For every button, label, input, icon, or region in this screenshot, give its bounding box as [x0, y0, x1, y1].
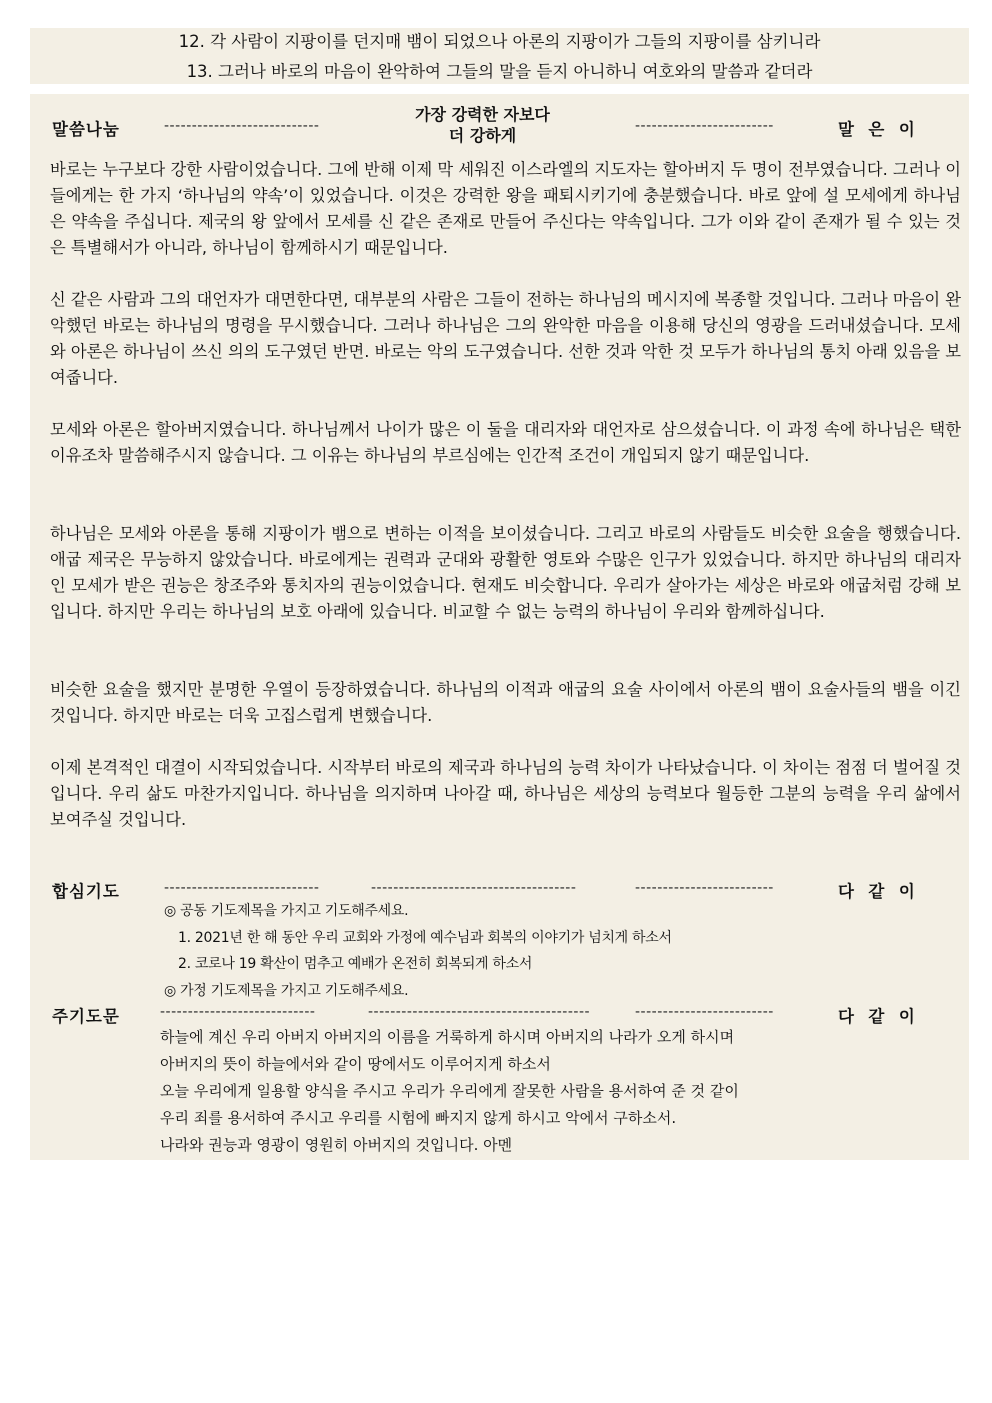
prayer-item-family: ◎ 가정 기도제목을 가지고 기도해주세요. [164, 983, 409, 999]
sermon-paragraph-6: 이제 본격적인 대결이 시작되었습니다. 시작부터 바로의 제국과 하나님의 능력 차이가 나타났습니다. 이 차이는 점점 더 벌어질 것입니다. 우리 삶도 마찬가지입니다. 하나님을 의지하며 나아갈 때, 하나님은 세상의 능력보다 월등한 그분의 능력을 우리 삶에서 보여주실 것입니다. [50, 758, 962, 829]
prayer-leader: 다 같 이 [838, 882, 916, 901]
lords-prayer-line-5: 나라와 권능과 영광이 영원히 아버지의 것입니다. 아멘 [160, 1136, 513, 1154]
prayer-label: 합심기도 [52, 882, 120, 901]
verse-12: 12. 각 사람이 지팡이를 던지매 뱀이 되었으나 아론의 지팡이가 그들의 지팡이를 삼키니라 [178, 32, 821, 51]
sermon-title-line1: 가장 강력한 자보다 [415, 105, 550, 124]
sermon-panel [30, 94, 969, 1160]
header-dashes-right: ------------------------- [635, 118, 774, 134]
header-dashes-left: ---------------------------- [164, 118, 320, 134]
lords-prayer-line-3: 오늘 우리에게 일용할 양식을 주시고 우리가 우리에게 잘못한 사람을 용서하여 준 것 같이 [160, 1082, 739, 1100]
prayer-item-1: 1. 2021년 한 해 동안 우리 교회와 가정에 예수님과 회복의 이야기가 넘치게 하소서 [178, 930, 672, 946]
prayer-dashes-a: ---------------------------- [164, 880, 320, 896]
lords-prayer-line-1: 하늘에 계신 우리 아버지 아버지의 이름을 거룩하게 하시며 아버지의 나라가 오게 하시며 [160, 1028, 735, 1046]
lords-prayer-line-4: 우리 죄를 용서하여 주시고 우리를 시험에 빠지지 않게 하시고 악에서 구하소서. [160, 1109, 677, 1127]
prayer-dashes-b: ------------------------------------- [371, 880, 577, 896]
sermon-label: 말씀나눔 [52, 120, 120, 139]
prayer-item-common: ◎ 공동 기도제목을 가지고 기도해주세요. [164, 903, 409, 919]
lords-prayer-line-2: 아버지의 뜻이 하늘에서와 같이 땅에서도 이루어지게 하소서 [160, 1055, 551, 1073]
prayer-dashes-c: ------------------------- [635, 880, 774, 896]
lords-prayer-label: 주기도문 [52, 1007, 120, 1026]
lords-prayer-dashes-b: ---------------------------------------- [368, 1004, 591, 1020]
sermon-paragraph-1: 바로는 누구보다 강한 사람이었습니다. 그에 반해 이제 막 세워진 이스라엘의 지도자는 할아버지 두 명이 전부였습니다. 그러나 이들에게는 한 가지 ‘하나님의 약속’이 있었습니다. 이것은 강력한 왕을 패퇴시키기에 충분했습니다. 바로 앞에 설 모세에게 하나님은 약속을 주십니다. 제국의 왕 앞에서 모세를 신 같은 존재로 만들어 주신다는 약속입니다. 그가 이와 같이 존재가 될 수 있는 것은 특별해서가 아니라, 하나님이 함께하시기 때문입니다. [50, 160, 962, 257]
scripture-verses [30, 28, 969, 84]
sermon-title-line2: 더 강하게 [448, 126, 517, 145]
sermon-paragraph-3: 모세와 아론은 할아버지였습니다. 하나님께서 나이가 많은 이 둘을 대리자와 대언자로 삼으셨습니다. 이 과정 속에 하나님은 택한 이유조차 말씀해주시지 않습니다. 그 이유는 하나님의 부르심에는 인간적 조건이 개입되지 않기 때문입니다. [50, 420, 961, 465]
verse-13: 13. 그러나 바로의 마음이 완악하여 그들의 말을 듣지 아니하니 여호와의 말씀과 같더라 [186, 62, 813, 81]
sermon-paragraph-2: 신 같은 사람과 그의 대언자가 대면한다면, 대부분의 사람은 그들이 전하는 하나님의 메시지에 복종할 것입니다. 그러나 마음이 완악했던 바로는 하나님의 명령을 무시했습니다. 그러나 하나님은 그의 완악한 마음을 이용해 당신의 영광을 드러내셨습니다. 모세와 아론은 하나님이 쓰신 의의 도구였던 반면. 바로는 악의 도구였습니다. 선한 것과 악한 것 모두가 하나님의 통치 아래 있음을 보여줍니다. [50, 290, 962, 387]
sermon-title [390, 104, 575, 146]
prayer-item-2: 2. 코로나 19 확산이 멈추고 예배가 온전히 회복되게 하소서 [178, 956, 533, 972]
sermon-speaker: 말 은 이 [838, 120, 916, 139]
lords-prayer-dashes-a: ---------------------------- [160, 1004, 316, 1020]
lords-prayer-dashes-c: ------------------------- [635, 1004, 774, 1020]
sermon-paragraph-4: 하나님은 모세와 아론을 통해 지팡이가 뱀으로 변하는 이적을 보이셨습니다. 그리고 바로의 사람들도 비슷한 요술을 행했습니다. 애굽 제국은 무능하지 않았습니다. 바로에게는 권력과 군대와 광활한 영토와 수많은 인구가 있었습니다. 하지만 하나님의 대리자인 모세가 받은 권능은 창조주와 통치자의 권능이었습니다. 현재도 비슷합니다. 우리가 살아가는 세상은 바로와 애굽처럼 강해 보입니다. 하지만 우리는 하나님의 보호 아래에 있습니다. 비교할 수 없는 능력의 하나님이 우리와 함께하십니다. [50, 524, 961, 621]
sermon-paragraph-5: 비슷한 요술을 했지만 분명한 우열이 등장하였습니다. 하나님의 이적과 애굽의 요술 사이에서 아론의 뱀이 요술사들의 뱀을 이긴 것입니다. 하지만 바로는 더욱 고집스럽게 변했습니다. [50, 680, 961, 725]
lords-prayer-leader: 다 같 이 [838, 1007, 916, 1026]
